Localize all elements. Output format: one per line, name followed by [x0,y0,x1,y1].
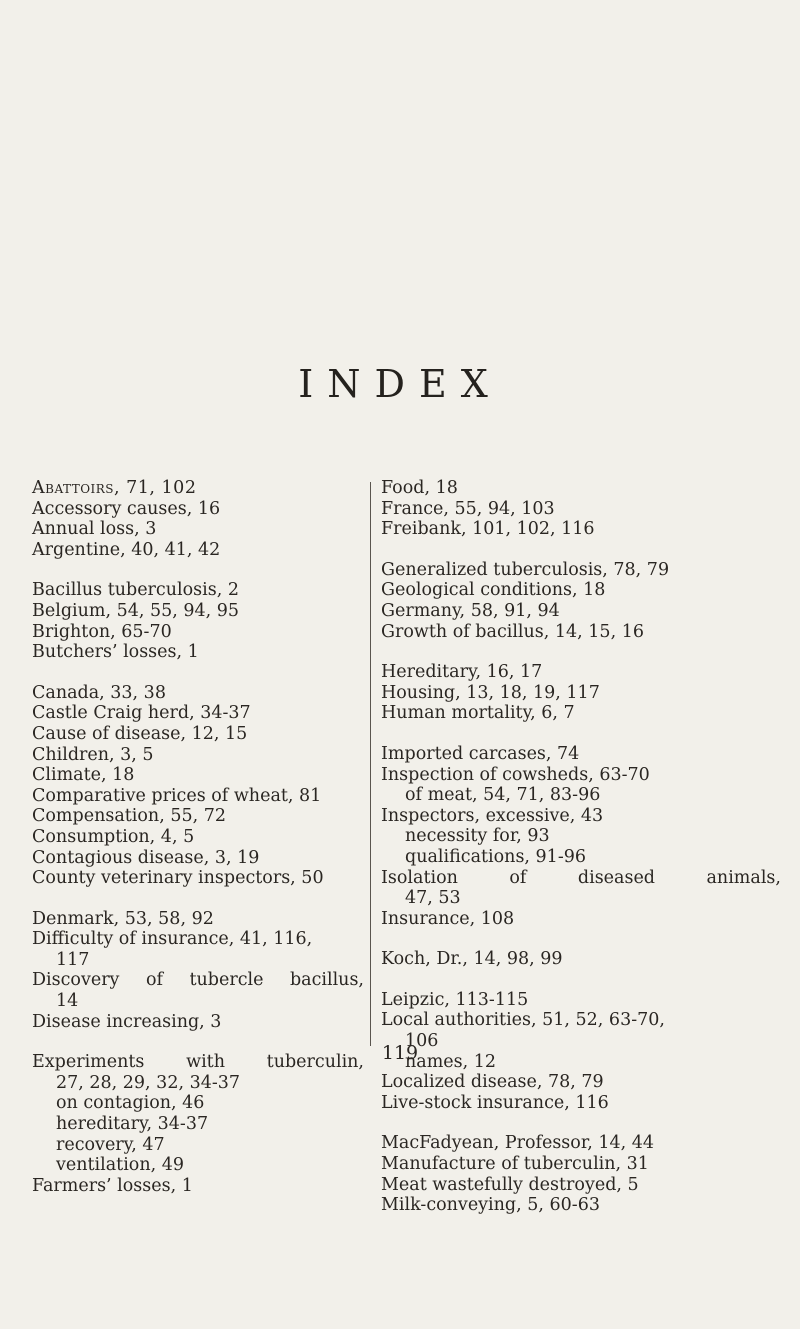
index-word: of [509,867,527,888]
page-title: INDEX [298,362,502,406]
index-entry: Canada, 33, 38 [32,682,166,703]
index-subentry: on contagion, 46 [56,1093,205,1114]
index-entry: Disease increasing, 3 [32,1011,222,1032]
index-entry: Bacillus tuberculosis, 2 [32,580,239,601]
index-column-left [32,478,364,1196]
index-entry: Geological conditions, 18 [381,580,606,601]
index-entry: Imported carcases, 74 [381,743,580,764]
index-entry: Annual loss, 3 [32,519,157,540]
index-entry: Brighton, 65-70 [32,621,172,642]
index-entry: Butchers’ losses, 1 [32,642,199,663]
index-entry: Hereditary, 16, 17 [381,662,543,683]
index-word: diseased [577,867,655,888]
index-entry: Farmers’ losses, 1 [32,1175,193,1196]
index-word: bacillus, [289,970,364,991]
index-entry-continuation: 47, 53 [405,888,461,909]
index-entry: France, 55, 94, 103 [381,498,555,519]
index-subentry: recovery, 47 [56,1134,165,1155]
index-entry: County veterinary inspectors, 50 [32,868,324,889]
index-subentry: qualifications, 91-96 [405,846,586,867]
index-word: with [186,1052,225,1073]
index-entry: Milk-conveying, 5, 60-63 [381,1195,600,1216]
index-entry: Argentine, 40, 41, 42 [32,539,221,560]
index-word: animals, [706,867,781,888]
index-entry: Generalized tuberculosis, 78, 79 [381,559,670,580]
index-entry: Contagious disease, 3, 19 [32,847,260,868]
index-word: Experiments [32,1052,145,1073]
index-entry: Leipzic, 113-115 [381,989,529,1010]
index-entry [32,970,364,991]
index-entry: Compensation, 55, 72 [32,806,226,827]
index-subentry: ventilation, 49 [56,1155,185,1176]
index-entry: Housing, 13, 18, 19, 117 [381,682,600,703]
index-entry: Meat wastefully destroyed, 5 [381,1174,639,1195]
index-entry: Consumption, 4, 5 [32,826,195,847]
index-entry: Food, 18 [381,478,458,498]
index-subentry: names, 12 [405,1051,497,1072]
index-word: Isolation [381,867,458,888]
index-entry-continuation: 27, 28, 29, 32, 34-37 [56,1072,241,1093]
index-word: tubercle [189,970,264,991]
index-entry: Manufacture of tuberculin, 31 [381,1154,649,1175]
index-entry [381,868,781,889]
index-entry: Belgium, 54, 55, 94, 95 [32,600,240,621]
index-entry: Accessory causes, 16 [32,498,221,519]
index-entry: Koch, Dr., 14, 98, 99 [381,949,563,970]
index-entry: Denmark, 53, 58, 92 [32,908,214,929]
index-entry: Castle Craig herd, 34-37 [32,703,251,724]
index-entry-continuation: 117 [56,949,90,970]
index-entry: Climate, 18 [32,765,135,786]
index-entry: Difficulty of insurance, 41, 116, [32,929,313,950]
index-subentry: necessity for, 93 [405,826,550,847]
index-entry: Live-stock insurance, 116 [381,1092,609,1113]
index-word: tuberculin, [266,1052,364,1073]
index-subentry: of meat, 54, 71, 83-96 [405,785,601,806]
index-entry: Comparative prices of wheat, 81 [32,785,322,806]
index-entry: Localized disease, 78, 79 [381,1072,604,1093]
index-entry: Abattoirs, 71, 102 [32,478,197,498]
index-subentry: hereditary, 34-37 [56,1114,209,1135]
index-entry: Freibank, 101, 102, 116 [381,519,595,540]
index-entry: Children, 3, 5 [32,744,154,765]
index-entry: Inspectors, excessive, 43 [381,805,604,826]
index-entry: MacFadyean, Professor, 14, 44 [381,1133,655,1154]
page-number: 119 [381,1042,419,1064]
index-word: of [145,970,163,991]
index-entry: Cause of disease, 12, 15 [32,723,248,744]
column-divider [370,482,371,1046]
index-entry: Human mortality, 6, 7 [381,703,575,724]
index-entry: Growth of bacillus, 14, 15, 16 [381,621,644,642]
index-entry: Inspection of cowsheds, 63-70 [381,764,650,785]
index-entry: Germany, 58, 91, 94 [381,600,560,621]
index-entry-continuation: 106 [405,1031,439,1052]
index-entry-continuation: 14 [56,991,79,1012]
index-entry: Local authorities, 51, 52, 63-70, [381,1010,665,1031]
index-column-right [381,478,781,1216]
index-word: Discovery [32,970,120,991]
index-entry: Insurance, 108 [381,908,515,929]
